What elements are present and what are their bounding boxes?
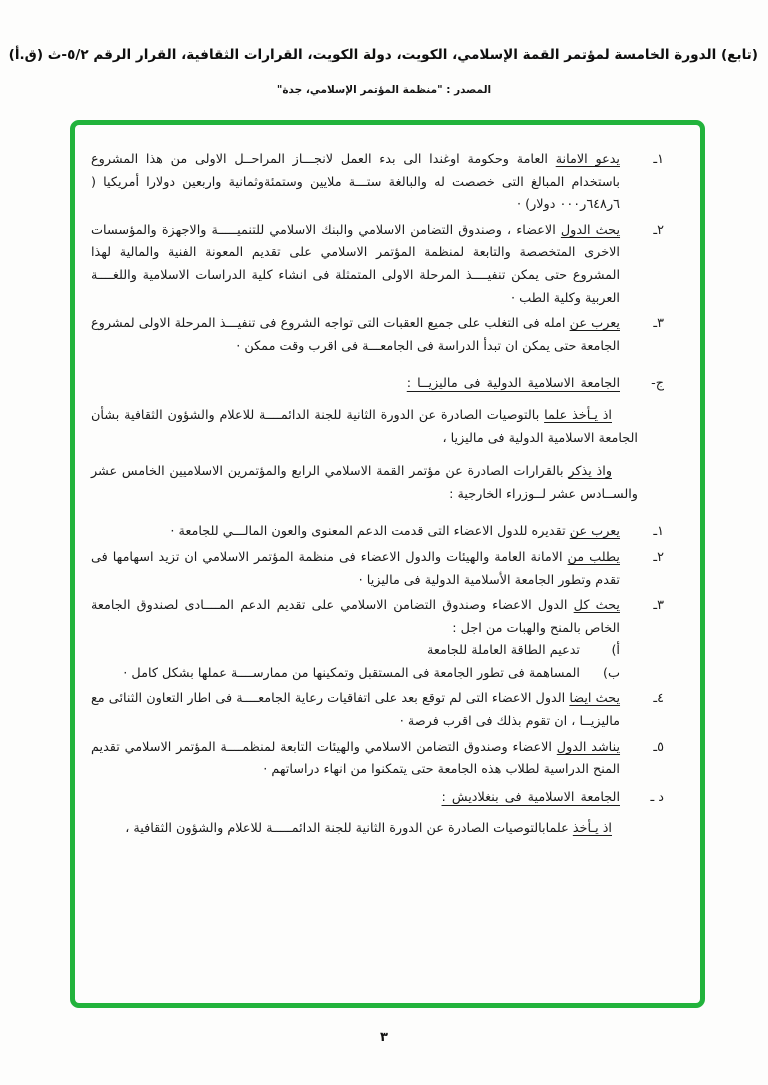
sub-item [91, 640, 620, 663]
list-item [91, 737, 664, 782]
list-item [91, 149, 664, 217]
preamble-paragraph [91, 405, 638, 450]
item-number: ٢ـ [653, 549, 664, 565]
item-rest: الامانة العامة والهيئات والدول الاعضاء فى منظمة المؤتمر الاسلامي ان تزيد اسهامها فى تقدم وتطور الجامعة الأسلامية الدولية فى ماليزيا · [91, 549, 620, 588]
preamble-paragraph [91, 461, 638, 506]
preamble-paragraph [91, 818, 638, 841]
item-number: ٥ـ [653, 739, 664, 755]
item-rest: تقديره للدول الاعضاء التى قدمت الدعم المعنوى والعون المالـــي للجامعة · [170, 524, 570, 540]
item-number: ٣ـ [653, 316, 664, 332]
item-text [91, 595, 620, 685]
preamble-rest: علمابالتوصيات الصادرة عن الدورة الثانية للجنة الدائمـــــة للاعلام والشؤون الثقافية ، [125, 821, 573, 837]
item-number: ٣ـ [653, 598, 664, 614]
item-lead: يطلب من [567, 549, 620, 565]
item-text [91, 313, 620, 358]
item-text [91, 737, 620, 782]
item-number: ٤ـ [653, 691, 664, 707]
sub-item [91, 663, 620, 686]
item-text [91, 220, 620, 310]
item-text [91, 688, 620, 733]
item-rest: العامة وحكومة اوغندا الى بدء العمل لانجـــاز المراحــل الاولى من هذا المشروع باستخدام المبالغ التى خصصت له والبالغة ستـــة ملايين وستمئةوثمانية واربعين دولارا أمريكيا ( ٦ر٦٤٨ر٠٠٠ دولار) · [91, 152, 620, 213]
preamble-lead: اذ يـأخذ علما [544, 407, 612, 423]
item-text [91, 521, 620, 544]
preamble-lead: اذ يـأخذ [572, 821, 612, 837]
item-rest: الاعضاء ، وصندوق التضامن الاسلامي والبنك الاسلامي للتنميـــــة والاجهزة والمؤسسات الاخرى المتخصصة والتابعة لمنظمة المؤتمر الاسلامي على تقديم المعونة الفنية والمالية لهذا المشروع حتى يمكن تنفيــــذ المرحلة الاولى المتمثلة فى انشاء كلية الدراسات الاسلامية واللغــــة العربية وكلية الطب · [91, 222, 620, 306]
section-title: الجامعة الاسلامية الدولية فى ماليزيــا : [406, 376, 620, 392]
item-rest: امله فى التغلب على جميع العقبات التى تواجه الشروع فى تنفيـــذ المرحلة الاولى لمشروع الجامعة حتى يمكن ان تبدأ الدراسة فى الجامعـــة فى اقرب وقت ممكن · [91, 316, 620, 354]
item-rest: الدول الاعضاء وصندوق التضامن الاسلامي على تقديم الدعم المــــادى لصندوق الجامعة الخاص بالمنح والهبات من اجل : [91, 598, 620, 636]
item-text [91, 149, 620, 217]
item-lead: يعرب عن [569, 524, 620, 540]
document-header: (تابع) الدورة الخامسة لمؤتمر القمة الإسلامي، الكويت، دولة الكويت، القرارات الثقافية، القرار الرقم ٥/٢-ث (ق.أ) [8, 47, 758, 63]
page-number: ٣ [380, 1030, 388, 1045]
sub-item-text: تدعيم الطاقة العاملة للجامعة [427, 643, 580, 659]
list-item [91, 595, 664, 685]
item-number: ١ـ [653, 524, 664, 540]
item-text-main [91, 595, 620, 640]
sub-item-marker: أ) [611, 643, 620, 659]
section-heading-row [91, 787, 664, 810]
item-lead: يحث كل [573, 598, 620, 614]
item-lead: يدعو الامانة [555, 152, 620, 167]
section-heading-row [91, 373, 664, 396]
section-title: الجامعة الاسلامية فى بنغلاديش : [441, 789, 620, 805]
item-text [91, 547, 620, 592]
item-lead: يحث ايضا [569, 691, 621, 707]
item-number: ٢ـ [653, 222, 664, 238]
list-item [91, 220, 664, 310]
green-highlight-frame [70, 120, 705, 1008]
item-lead: يعرب عن [569, 316, 620, 332]
sub-item-text: المساهمة فى تطور الجامعة فى المستقبل وتمكينها من ممارســــة عملها بشكل كامل · [123, 665, 580, 681]
item-rest: الدول الاعضاء التى لم توقع بعد على اتفاقيات رعاية الجامعــــة فى اطار التعاون الثنائى مع ماليزيــا ، ان تقوم بذلك فى اقرب فرصة · [91, 691, 620, 730]
preamble-rest: بالتوصيات الصادرة عن الدورة الثانية للجنة الدائمــــة للاعلام والشؤون الثقافية بشأن الجامعة الاسلامية الدولية فى ماليزيا ، [91, 407, 638, 446]
item-number: ١ـ [653, 152, 664, 167]
section-marker: د ـ [650, 789, 664, 805]
preamble-lead: واذ يذكر [568, 464, 612, 480]
item-rest: الاعضاء وصندوق التضامن الاسلامي والهيئات التابعة لمنظمــــة المؤتمر الاسلامي تقديم المنح الدراسية لطلاب هذه الجامعة حتى يتمكنوا من انهاء دراساتهم · [91, 739, 620, 778]
item-lead: يحث الدول [560, 222, 621, 238]
list-item [91, 313, 664, 358]
list-item [91, 547, 664, 592]
list-item [91, 521, 664, 544]
source-line: المصدر : "منظمة المؤتمر الإسلامي، جدة" [276, 84, 492, 96]
item-lead: يناشد الدول [556, 739, 621, 755]
preamble-rest: بالقرارات الصادرة عن مؤتمر القمة الاسلامي الرابع والمؤتمرين الاسلاميين الخامس عشر والســادس عشر لــوزراء الخارجية : [91, 464, 638, 502]
sub-item-marker: ب) [602, 665, 620, 681]
list-item [91, 688, 664, 733]
section-marker: ج- [651, 376, 664, 392]
